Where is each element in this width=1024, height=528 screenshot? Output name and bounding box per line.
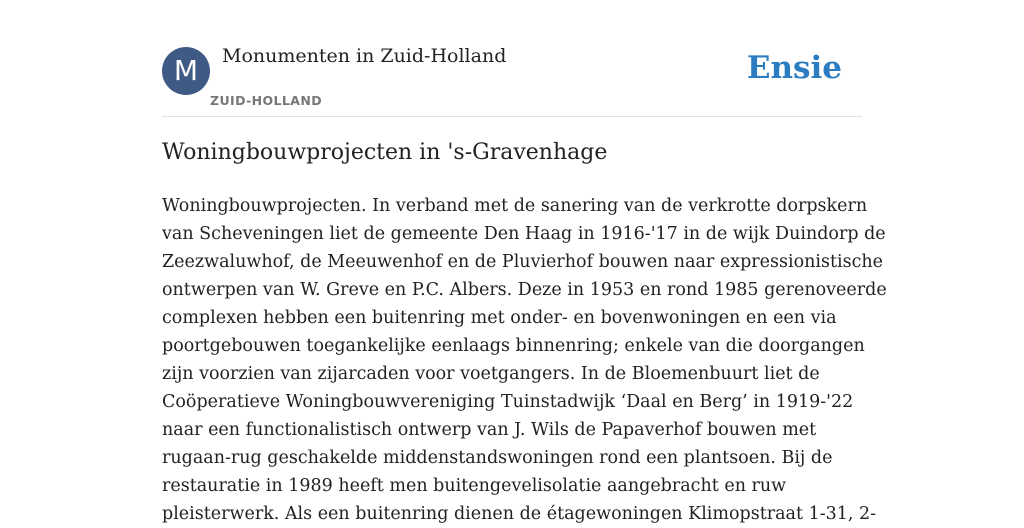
body-line: zijn voorzien van zijarcaden voor voetgangers. In de Bloemenbuurt liet de (162, 364, 820, 384)
body-line: poortgebouwen toegankelijke eenlaags binnenring; enkele van die doorgangen (162, 336, 865, 356)
body-line: rugaan-rug geschakelde middenstandswoningen rond een plantsoen. Bij de (162, 448, 833, 468)
article-body (162, 192, 887, 528)
body-line: Woningbouwprojecten. In verband met de sanering van de verkrotte dorpskern (162, 196, 868, 216)
article-title: Woningbouwprojecten in 's-Gravenhage (162, 140, 608, 165)
body-line: Coöperatieve Woningbouwvereniging Tuinstadwijk ‘Daal en Berg’ in 1919-'22 (162, 392, 854, 412)
source-avatar[interactable]: M (162, 47, 210, 95)
body-line: restauratie in 1989 heeft men buitengevelisolatie aangebracht en ruw (162, 476, 787, 496)
body-line: naar een functionalistisch ontwerp van J. Wils de Papaverhof bouwen met (162, 420, 817, 440)
body-line: van Scheveningen liet de gemeente Den Haag in 1916-'17 in de wijk Duindorp de (162, 224, 886, 244)
body-line: ontwerpen van W. Greve en P.C. Albers. Deze in 1953 en rond 1985 gerenoveerde (162, 280, 887, 300)
source-title-link[interactable]: Monumenten in Zuid-Holland (222, 45, 507, 67)
body-line: Zeezwaluwhof, de Meeuwenhof en de Pluvierhof bouwen naar expressionistische (162, 252, 883, 272)
category-link[interactable]: ZUID-HOLLAND (210, 93, 322, 108)
body-line: pleisterwerk. Als een buitenring dienen de étagewoningen Klimopstraat 1-31, 2- (162, 504, 877, 524)
body-line: complexen hebben een buitenring met onder- en bovenwoningen en een via (162, 308, 837, 328)
ensie-logo[interactable]: Ensie (746, 50, 842, 86)
source-header (162, 0, 862, 117)
